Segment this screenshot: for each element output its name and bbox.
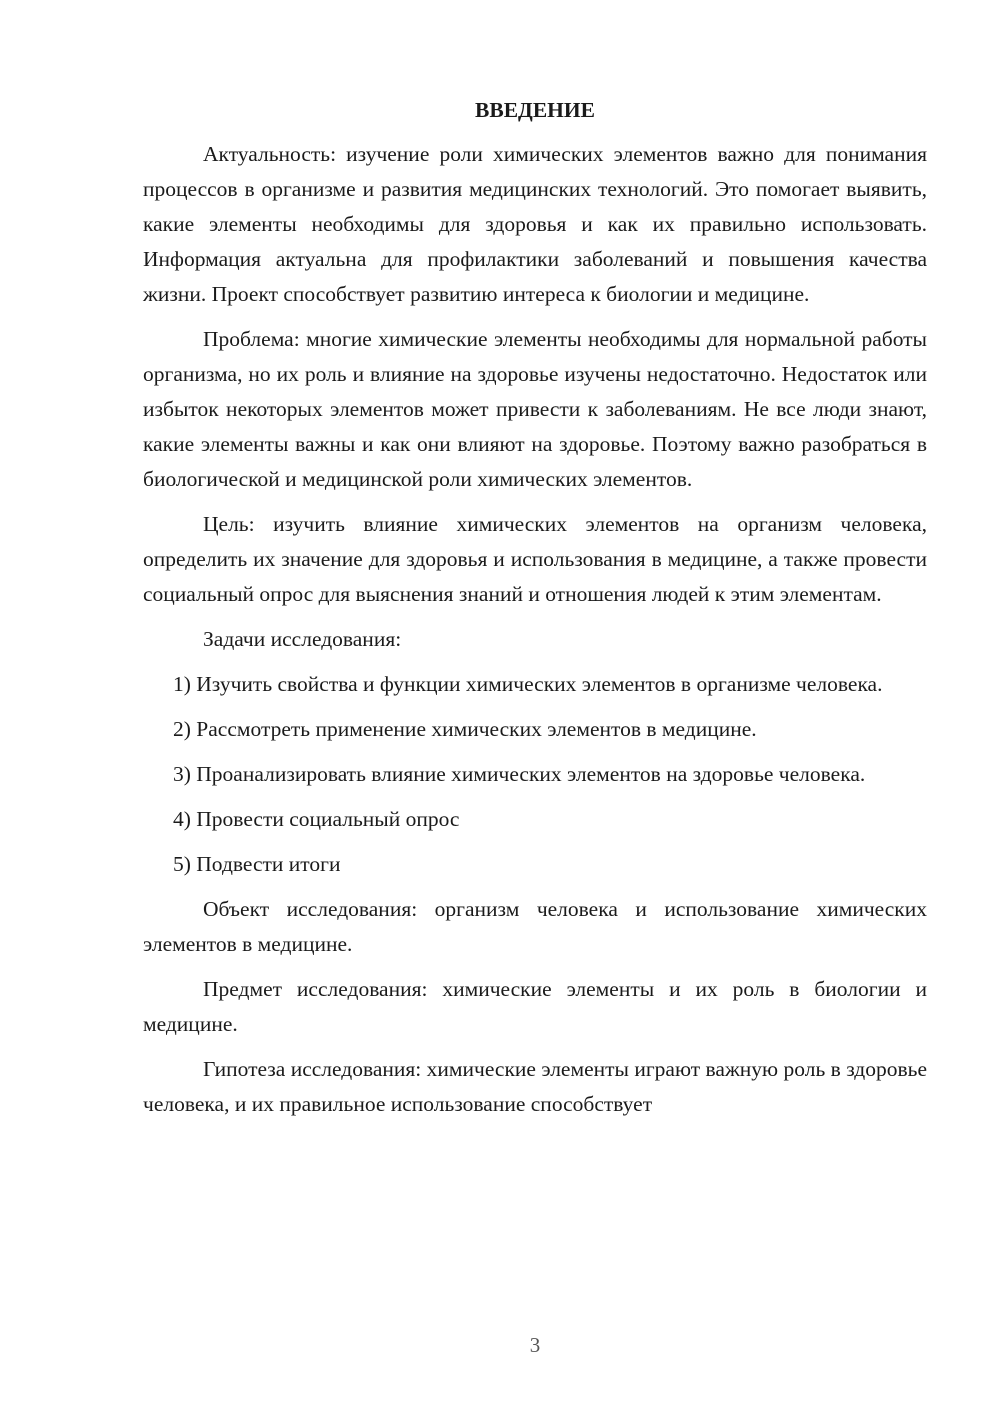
task-item-1: 1) Изучить свойства и функции химических элементов в организме человека. (173, 672, 883, 696)
goal-paragraph: Цель: изучить влияние химических элементов на организм человека, определить их значение для здоровья и использования в медицине, а также провести социальный опрос для выяснения знаний и отношения людей к этим элементам. (143, 512, 927, 606)
task-item-5: 5) Подвести итоги (173, 852, 341, 876)
task-item-3: 3) Проанализировать влияние химических элементов на здоровье человека. (173, 762, 866, 786)
problem-paragraph: Проблема: многие химические элементы необходимы для нормальной работы организма, но их роль и влияние на здоровье изучены недостаточно. Недостаток или избыток некоторых элементов может привести к заболеваниям. Не все люди знают, какие элементы важны и как они влияют на здоровье. Поэтому важно разобраться в биологической и медицинской роли химических элементов. (143, 327, 927, 491)
relevance-paragraph: Актуальность: изучение роли химических элементов важно для понимания процессов в организме и развития медицинских технологий. Это помогает выявить, какие элементы необходимы для здоровья и как их правильно использовать. Информация актуальна для профилактики заболеваний и повышения качества жизни. Проект способствует развитию интереса к биологии и медицине. (143, 142, 927, 306)
subject-paragraph: Предмет исследования: химические элементы и их роль в биологии и медицине. (143, 977, 927, 1036)
task-item-2: 2) Рассмотреть применение химических элементов в медицине. (173, 717, 757, 741)
tasks-title: Задачи исследования: (203, 627, 402, 651)
task-item-4: 4) Провести социальный опрос (173, 807, 460, 831)
document-page (143, 93, 927, 1132)
page-title: ВВЕДЕНИЕ (475, 98, 595, 122)
object-paragraph: Объект исследования: организм человека и использование химических элементов в медицине. (143, 897, 927, 956)
page-number: 3 (529, 1333, 541, 1357)
hypothesis-paragraph: Гипотеза исследования: химические элементы играют важную роль в здоровье человека, и их правильное использование способствует (143, 1057, 927, 1116)
